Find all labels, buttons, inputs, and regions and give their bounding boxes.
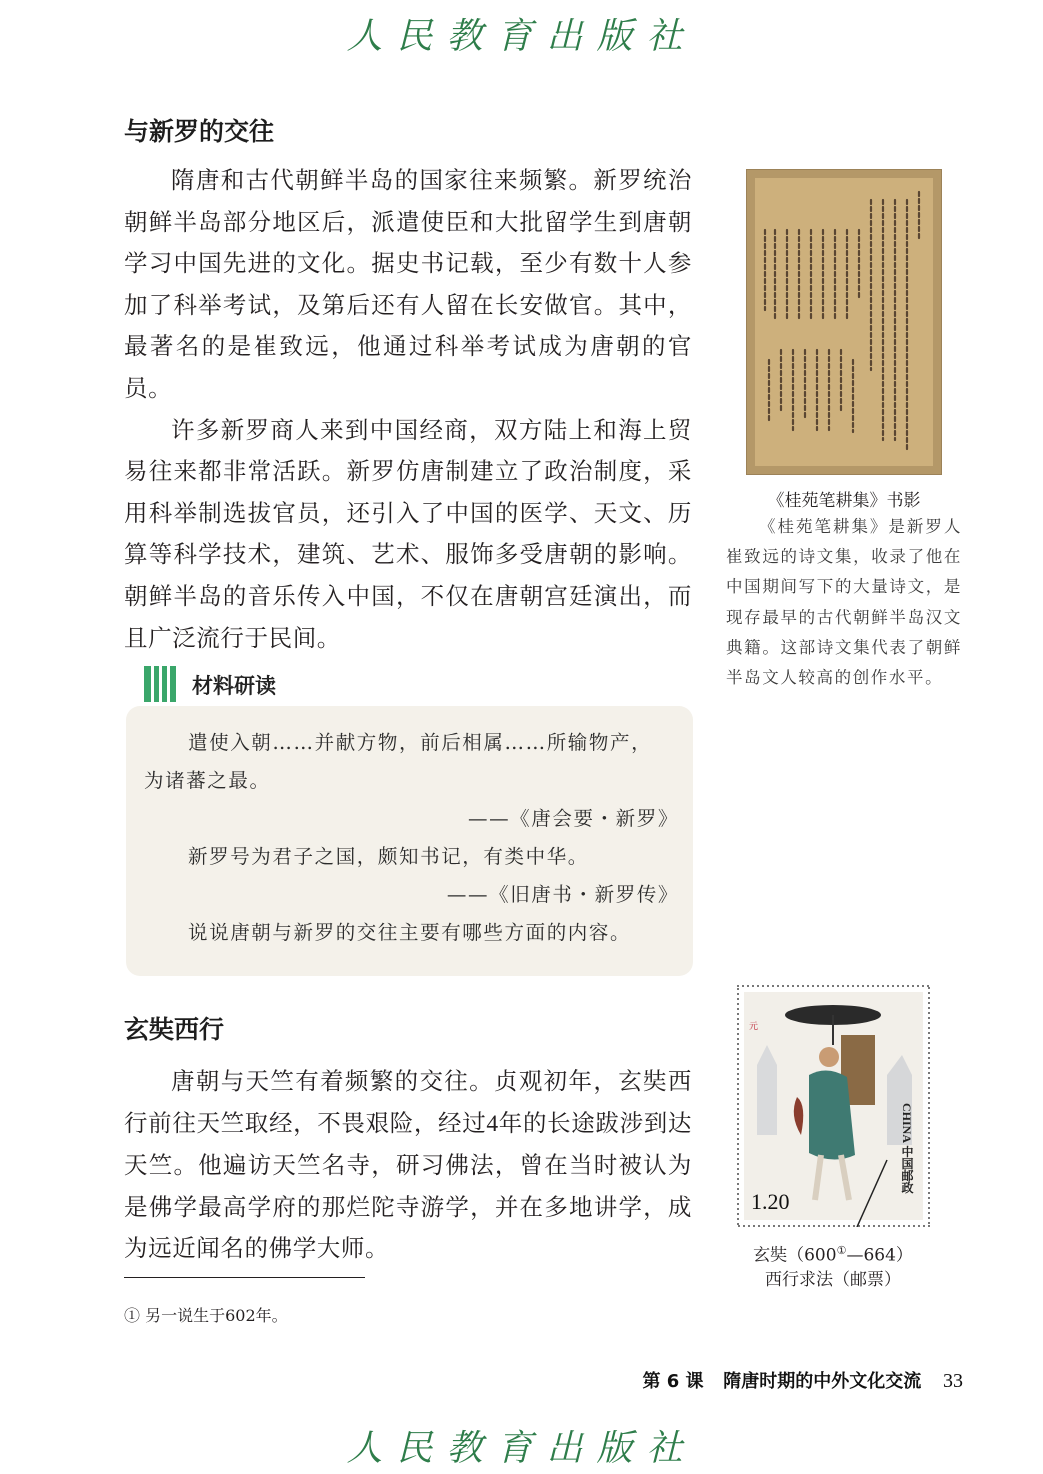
footnote-marker: ① (836, 1244, 847, 1257)
reading-source1: ——《唐会要・新罗》 (467, 807, 679, 830)
reading-label: 材料研读 (192, 674, 276, 698)
paragraph: 许多新罗商人来到中国经商，双方陆上和海上贸易往来都非常活跃。新罗仿唐制建立了政治制度，采用科举制选拔官员，还引入了中国的医学、天文、历算等科学技术，建筑、艺术、服饰多受唐朝的影响。朝鲜半岛的音乐传入中国，不仅在唐朝宫廷演出，而且广泛流行于民间。 (124, 415, 692, 652)
paragraph-text: 年的长途跋涉到达天竺。他遍访天竺名寺，研习佛法，曾在当时被认为是佛学最高学府的那烂陀寺游学，并在多地讲学，成为远近闻名的佛学大师。 (124, 1108, 692, 1263)
paragraph-number: 4 (486, 1110, 499, 1137)
footnote: ① 另一说生于602年。 (124, 1306, 288, 1325)
section-title-xuanzang: 玄奘西行 (124, 1015, 225, 1044)
xuanzang-stamp (737, 985, 930, 1227)
paragraph-text: 唐朝与天竺有着频繁的交往。贞观初年，玄奘西行前往天竺取经，不畏艰险，经过 (124, 1067, 692, 1137)
page-number: 33 (943, 1370, 963, 1392)
manuscript-caption-body: 《桂苑笔耕集》是新罗人崔致远的诗文集，收录了他在中国期间写下的大量诗文，是现存最早的古代朝鲜半岛汉文典籍。这部诗文集代表了朝鲜半岛文人较高的创作水平。 (726, 517, 962, 688)
section-xuanzang-body (124, 1061, 692, 1270)
manuscript-page-drawing (747, 170, 941, 474)
page-footer (642, 1367, 963, 1393)
section-silla-body (124, 160, 692, 659)
publisher-watermark-top: 人民教育出版社 (346, 16, 697, 57)
footnote-divider (124, 1277, 365, 1278)
reading-quote1-line1: 遣使入朝……并献方物，前后相属……所输物产， (188, 731, 653, 754)
reading-quote2: 新罗号为君子之国，颇知书记，有类中华。 (188, 845, 589, 868)
reading-quote1-line2: 为诸蕃之最。 (144, 769, 271, 792)
stamp-caption-text: —664） (846, 1245, 913, 1266)
reading-book-icon (144, 666, 176, 702)
stamp-unit: 元 (749, 1022, 759, 1032)
manuscript-caption-title: 《桂苑笔耕集》书影 (767, 491, 921, 511)
stamp-caption-line2: 西行求法（邮票） (765, 1270, 901, 1290)
paragraph: 隋唐和古代朝鲜半岛的国家往来频繁。新罗统治朝鲜半岛部分地区后，派遣使臣和大批留学生到唐朝学习中国先进的文化。据史书记载，至少有数十人参加了科举考试，及第后还有人留在长安做官。其中，最著名的是崔致远，他通过科举考试成为唐朝的官员。 (124, 166, 692, 402)
manuscript-image (747, 170, 941, 474)
lesson-title: 隋唐时期的中外文化交流 (723, 1371, 922, 1392)
stamp-drawing (737, 985, 930, 1227)
reading-source2: ——《旧唐书・新罗传》 (446, 883, 679, 906)
stamp-caption-text: 玄奘（600 (753, 1245, 837, 1266)
stamp-country-text: CHINA 中国邮政 (900, 1103, 914, 1194)
paragraph (124, 1061, 692, 1270)
publisher-watermark-bottom: 人民教育出版社 (346, 1428, 697, 1469)
reading-question: 说说唐朝与新罗的交往主要有哪些方面的内容。 (188, 921, 632, 944)
stamp-value: 1.20 (751, 1189, 790, 1214)
lesson-number: 第 6 课 (642, 1371, 704, 1392)
section-title-silla: 与新罗的交往 (124, 117, 275, 146)
